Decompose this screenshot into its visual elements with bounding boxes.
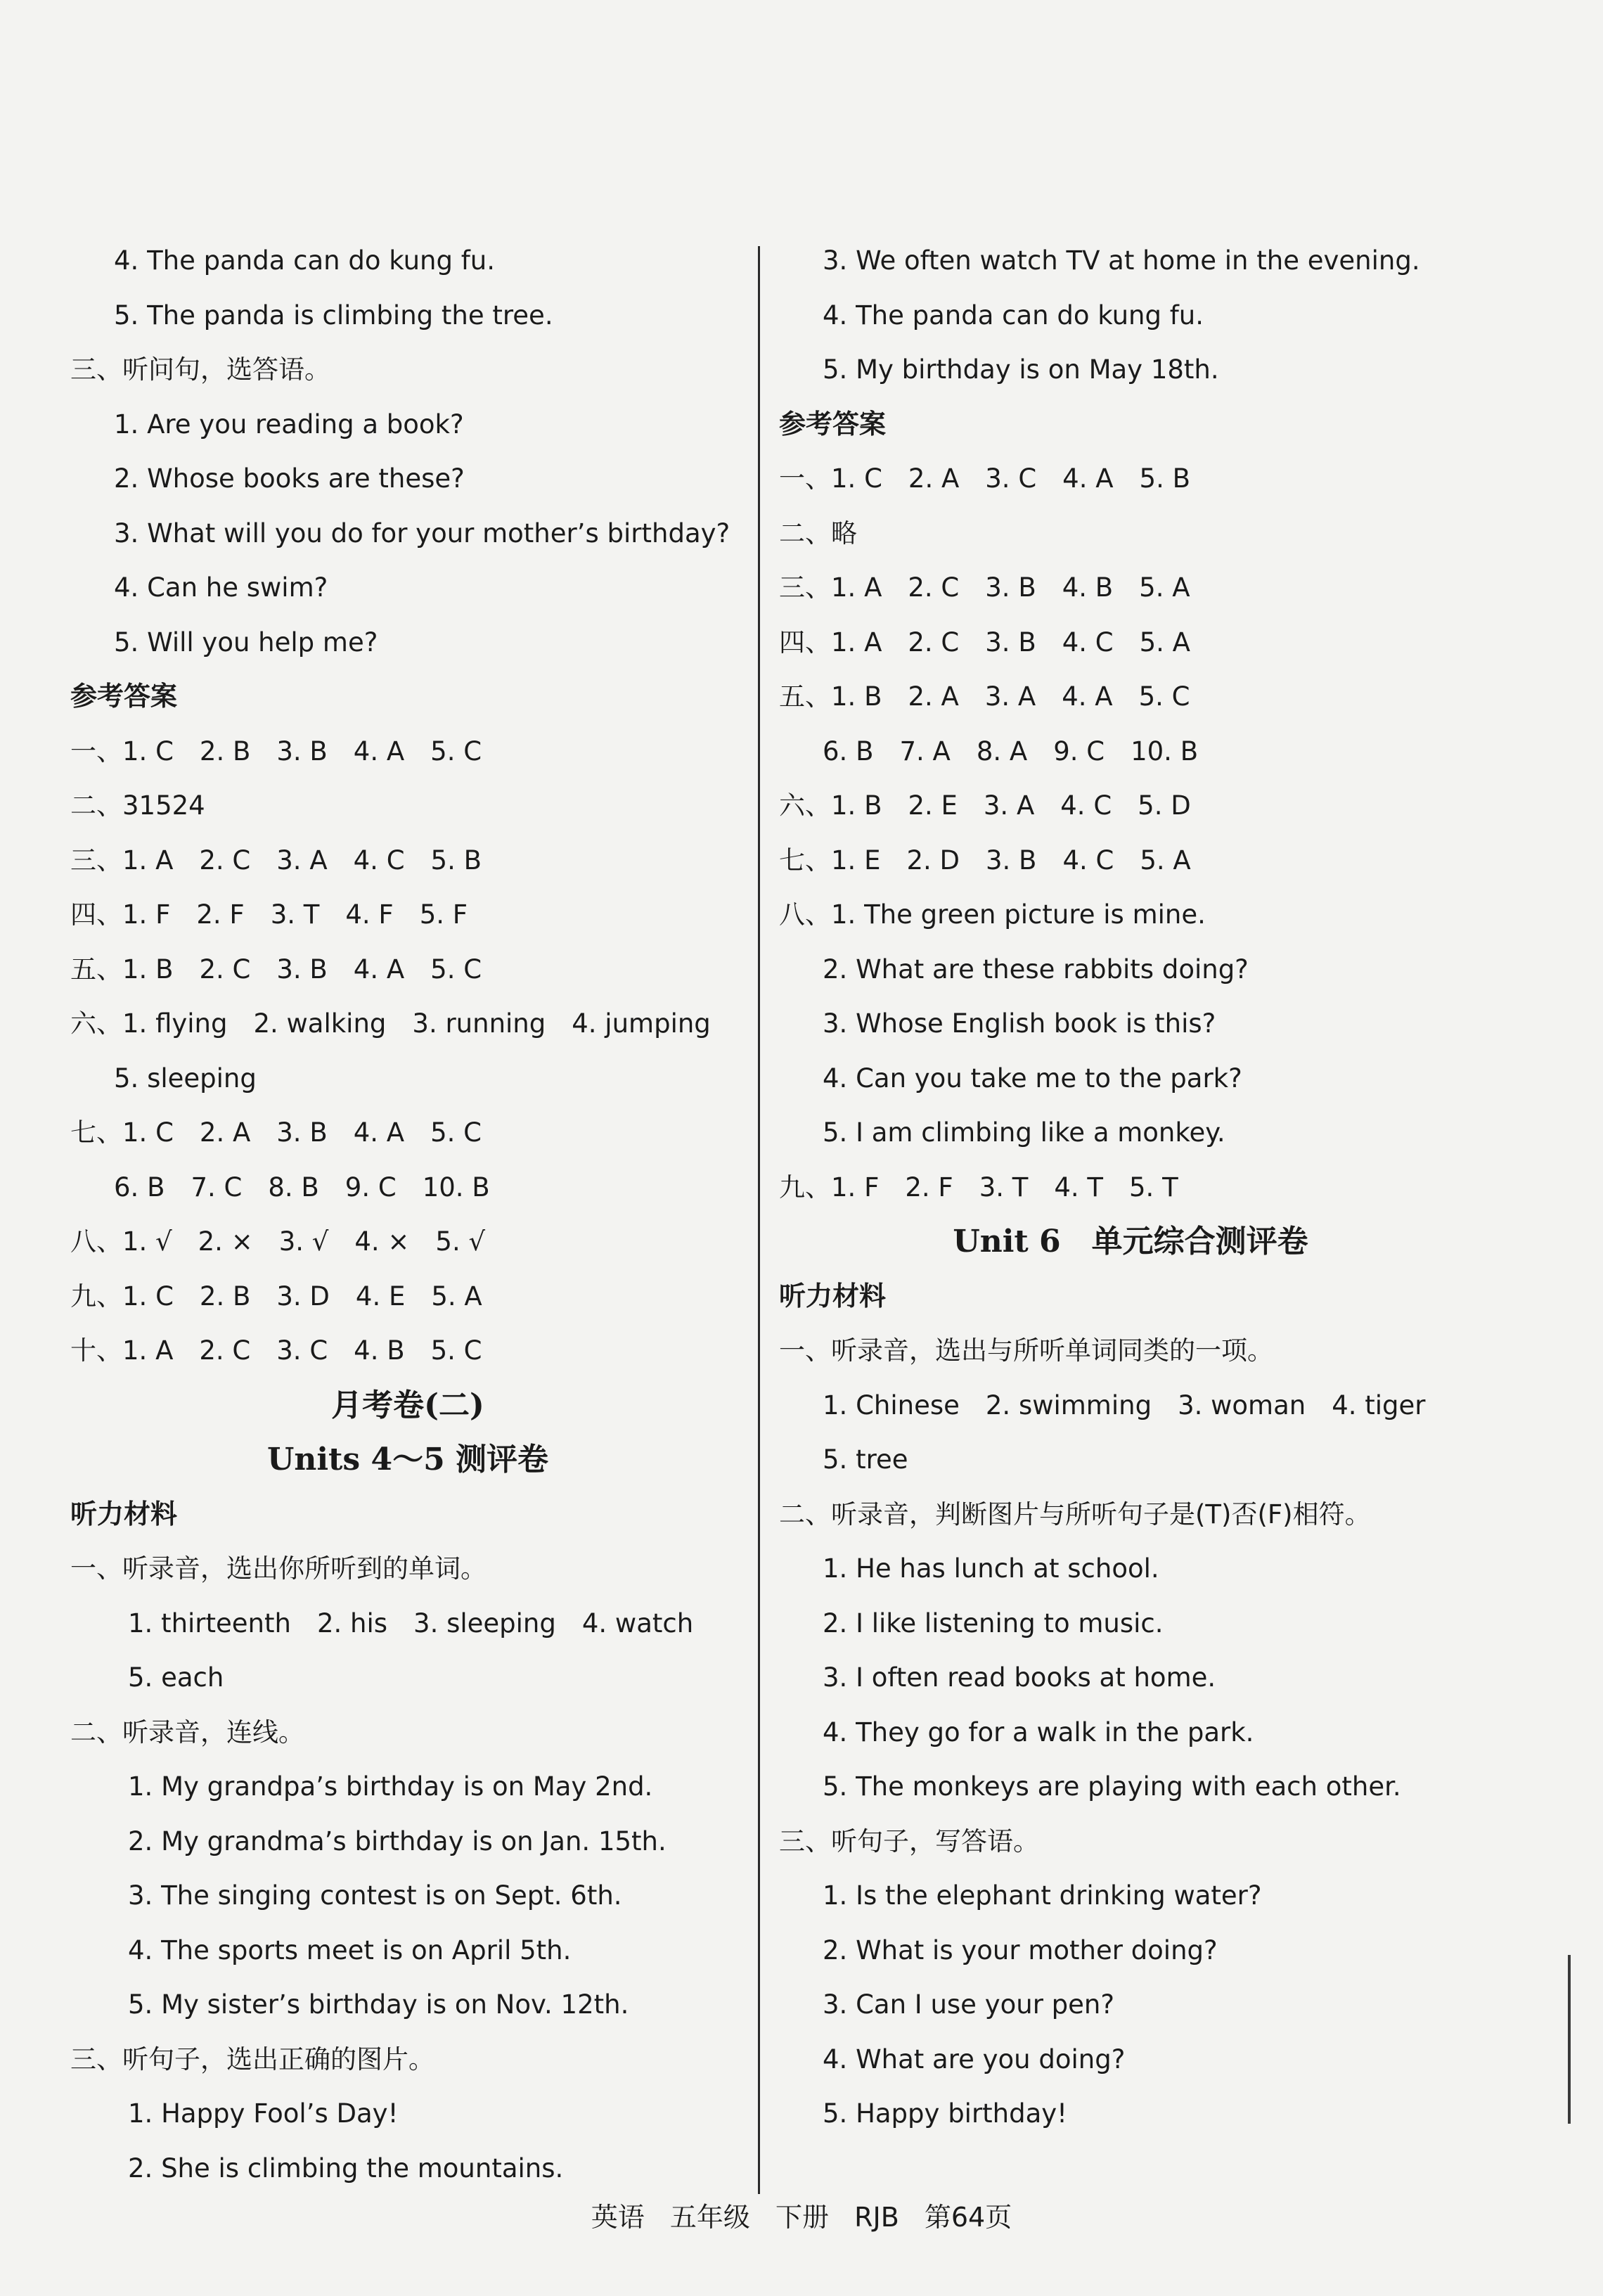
list-item: 5. Happy birthday! <box>823 2098 1068 2129</box>
list-item: 3. The singing contest is on Sept. 6th. <box>128 1880 622 1911</box>
answer-line: 五、1. B 2. C 3. B 4. A 5. C <box>70 954 482 985</box>
page-footer <box>0 2195 1603 2234</box>
list-item: 2. Whose books are these? <box>114 463 465 494</box>
list-item: 5. The monkeys are playing with each other. <box>823 1771 1401 1802</box>
footer-subject: 英语 <box>591 2202 645 2233</box>
list-item: 5. each <box>128 1662 224 1693</box>
answer-line: 九、1. C 2. B 3. D 4. E 5. A <box>70 1281 482 1311</box>
answer-line: 七、1. E 2. D 3. B 4. C 5. A <box>779 845 1191 876</box>
answer-line: 六、1. flying 2. walking 3. running 4. jumping <box>70 1008 711 1039</box>
section-heading: 三、听句子，写答语。 <box>779 1826 1039 1856</box>
list-item: 3. I often read books at home. <box>823 1662 1216 1693</box>
list-item: 2. What is your mother doing? <box>823 1935 1218 1965</box>
list-item: 2. I like listening to music. <box>823 1608 1164 1638</box>
answer-line: 八、1. √ 2. × 3. √ 4. × 5. √ <box>70 1226 486 1257</box>
list-item: 1. He has lunch at school. <box>823 1553 1159 1584</box>
section-heading: 二、听录音，判断图片与所听句子是(T)否(F)相符。 <box>779 1499 1371 1529</box>
page-number: 第64页 <box>924 2202 1012 2233</box>
list-item: 1. Happy Fool’s Day! <box>128 2098 399 2129</box>
text-line: 5. My birthday is on May 18th. <box>823 354 1219 385</box>
list-item: 1. My grandpa’s birthday is on May 2nd. <box>128 1771 653 1802</box>
answer-line: 十、1. A 2. C 3. C 4. B 5. C <box>70 1335 482 1366</box>
column-divider <box>758 246 760 2194</box>
answer-line: 5. I am climbing like a monkey. <box>823 1117 1225 1148</box>
scan-edge-mark <box>1568 1955 1571 2124</box>
answer-line: 一、1. C 2. A 3. C 4. A 5. B <box>779 463 1190 494</box>
list-item: 5. Will you help me? <box>114 627 378 658</box>
footer-volume: 下册 <box>775 2202 829 2233</box>
list-item: 1. Is the elephant drinking water? <box>823 1880 1262 1911</box>
section-heading: 一、听录音，选出你所听到的单词。 <box>70 1553 487 1584</box>
section-heading: 三、听问句，选答语。 <box>70 354 330 385</box>
answer-line: 九、1. F 2. F 3. T 4. T 5. T <box>779 1172 1178 1202</box>
section-heading: 三、听句子，选出正确的图片。 <box>70 2044 434 2074</box>
answer-key-heading: 参考答案 <box>779 408 887 440</box>
section-heading: 二、听录音，连线。 <box>70 1717 304 1747</box>
list-item: 4. Can he swim? <box>114 572 328 603</box>
right-column <box>779 233 1482 2141</box>
list-item: 3. Can I use your pen? <box>823 1989 1115 2020</box>
list-item: 4. The sports meet is on April 5th. <box>128 1935 572 1965</box>
answer-line: 5. sleeping <box>114 1063 257 1094</box>
list-item: 4. They go for a walk in the park. <box>823 1717 1254 1747</box>
answer-line: 6. B 7. A 8. A 9. C 10. B <box>823 736 1199 767</box>
list-item: 1. Are you reading a book? <box>114 409 464 440</box>
list-item: 1. thirteenth 2. his 3. sleeping 4. watch <box>128 1608 694 1638</box>
text-line: 5. The panda is climbing the tree. <box>114 300 553 331</box>
answer-line: 3. Whose English book is this? <box>823 1008 1216 1039</box>
answer-line: 四、1. A 2. C 3. B 4. C 5. A <box>779 627 1190 658</box>
unit-title: Unit 6 单元综合测评卷 <box>953 1224 1308 1259</box>
answer-line: 五、1. B 2. A 3. A 4. A 5. C <box>779 681 1190 712</box>
left-column <box>70 233 745 2195</box>
listening-heading: 听力材料 <box>779 1280 887 1311</box>
answer-line: 二、31524 <box>70 790 205 821</box>
answer-line: 三、1. A 2. C 3. B 4. B 5. A <box>779 572 1190 603</box>
list-item: 1. Chinese 2. swimming 3. woman 4. tiger <box>823 1390 1426 1420</box>
answer-line: 2. What are these rabbits doing? <box>823 954 1249 985</box>
text-line: 3. We often watch TV at home in the evening. <box>823 245 1420 276</box>
list-item: 2. My grandma’s birthday is on Jan. 15th. <box>128 1826 667 1856</box>
list-item: 4. What are you doing? <box>823 2044 1126 2074</box>
text-line: 4. The panda can do kung fu. <box>114 245 495 276</box>
list-item: 5. My sister’s birthday is on Nov. 12th. <box>128 1989 629 2020</box>
answer-line: 6. B 7. C 8. B 9. C 10. B <box>114 1172 490 1202</box>
exam-subtitle: Units 4～5 测评卷 <box>266 1442 549 1477</box>
answer-line: 三、1. A 2. C 3. A 4. C 5. B <box>70 845 482 876</box>
list-item: 2. She is climbing the mountains. <box>128 2153 564 2183</box>
answer-line: 一、1. C 2. B 3. B 4. A 5. C <box>70 736 482 767</box>
text-line: 4. The panda can do kung fu. <box>823 300 1204 331</box>
answer-line: 六、1. B 2. E 3. A 4. C 5. D <box>779 790 1191 821</box>
section-heading: 一、听录音，选出与所听单词同类的一项。 <box>779 1335 1273 1366</box>
answer-line: 4. Can you take me to the park? <box>823 1063 1242 1094</box>
answer-line: 七、1. C 2. A 3. B 4. A 5. C <box>70 1117 482 1148</box>
answer-line: 八、1. The green picture is mine. <box>779 899 1206 930</box>
footer-edition: RJB <box>854 2202 899 2233</box>
footer-grade: 五年级 <box>669 2202 750 2233</box>
list-item: 3. What will you do for your mother’s birthday? <box>114 518 730 549</box>
answer-line: 四、1. F 2. F 3. T 4. F 5. F <box>70 899 468 930</box>
list-item: 5. tree <box>823 1444 908 1475</box>
answer-line: 二、略 <box>779 518 857 549</box>
answer-key-heading: 参考答案 <box>70 681 178 712</box>
exam-title: 月考卷(二) <box>331 1387 484 1423</box>
listening-heading: 听力材料 <box>70 1498 178 1529</box>
